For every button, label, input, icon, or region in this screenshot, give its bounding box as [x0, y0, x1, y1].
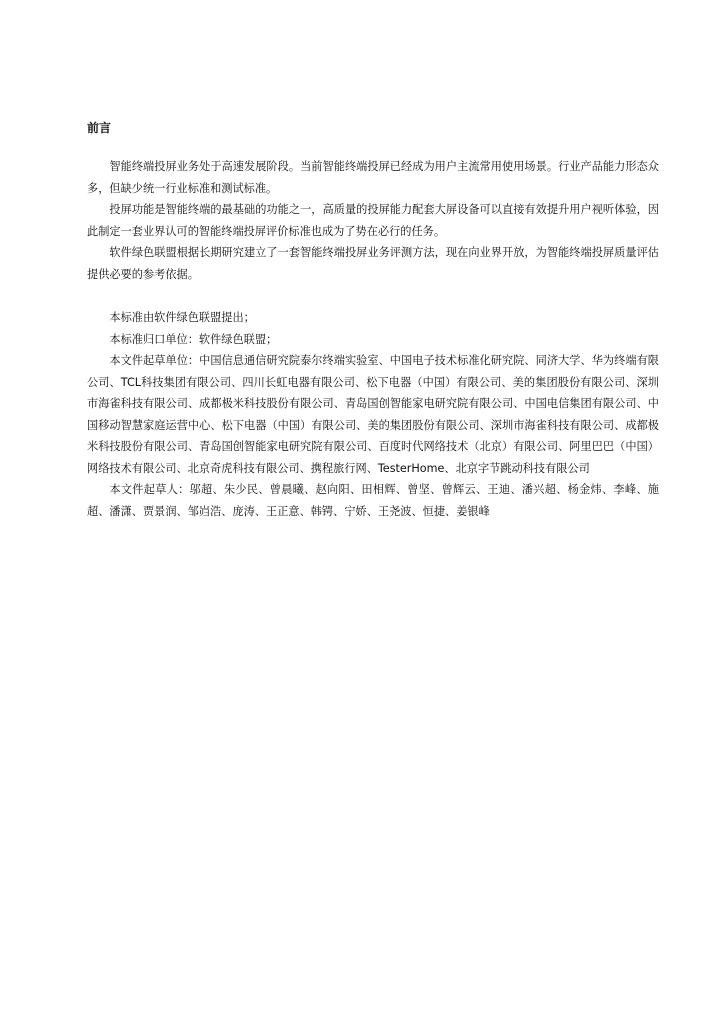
- paragraph-gap: [87, 285, 659, 307]
- drafting-units-paragraph: 本文件起草单位：中国信息通信研究院泰尔终端实验室、中国电子技术标准化研究院、同济大学、华为终端有限公司、TCL科技集团有限公司、四川长虹电器有限公司、松下电器（中国）有限公司、美的集团股份有限公司、深圳市海雀科技有限公司、成都极米科技股份有限公司、青岛国创智能家电研究院有限公司、中国电信集团有限公司、中国移动智慧家庭运营中心、松下电器（中国）有限公司、美的集团股份有限公司、深圳市海雀科技有限公司、成都极米科技股份有限公司、青岛国创智能家电研究院有限公司、百度时代网络技术（北京）有限公司、阿里巴巴（中国）网络技术有限公司、北京奇虎科技有限公司、携程旅行网、TesterHome、北京字节跳动科技有限公司: [87, 354, 659, 475]
- responsible-unit-paragraph: 本标准归口单位：软件绿色联盟；: [109, 332, 278, 346]
- intro-paragraph: 智能终端投屏业务处于高速发展阶段。当前智能终端投屏已经成为用户主流常用使用场景。行业产品能力形态众多，但缺少统一行业标准和测试标准。: [87, 160, 659, 195]
- drafters-paragraph: 本文件起草人：邬超、朱少民、曾晨曦、赵向阳、田相辉、曾坚、曾辉云、王迪、潘兴超、杨金炜、李峰、施超、潘潇、贾景润、邹岿浩、庞涛、王正意、韩锷、宁娇、王尧波、恒捷、姜银峰: [87, 483, 659, 518]
- section-heading: 前言: [87, 121, 112, 135]
- document-page: [87, 118, 659, 522]
- proposer-paragraph: 本标准由软件绿色联盟提出；: [109, 311, 255, 324]
- intro-paragraph: 软件绿色联盟根据长期研究建立了一套智能终端投屏业务评测方法，现在向业界开放，为智能终端投屏质量评估提供必要的参考依据。: [87, 246, 659, 281]
- intro-paragraph: 投屏功能是智能终端的最基础的功能之一，高质量的投屏能力配套大屏设备可以直接有效提升用户视听体验，因此制定一套业界认可的智能终端投屏评价标准也成为了势在必行的任务。: [87, 203, 659, 238]
